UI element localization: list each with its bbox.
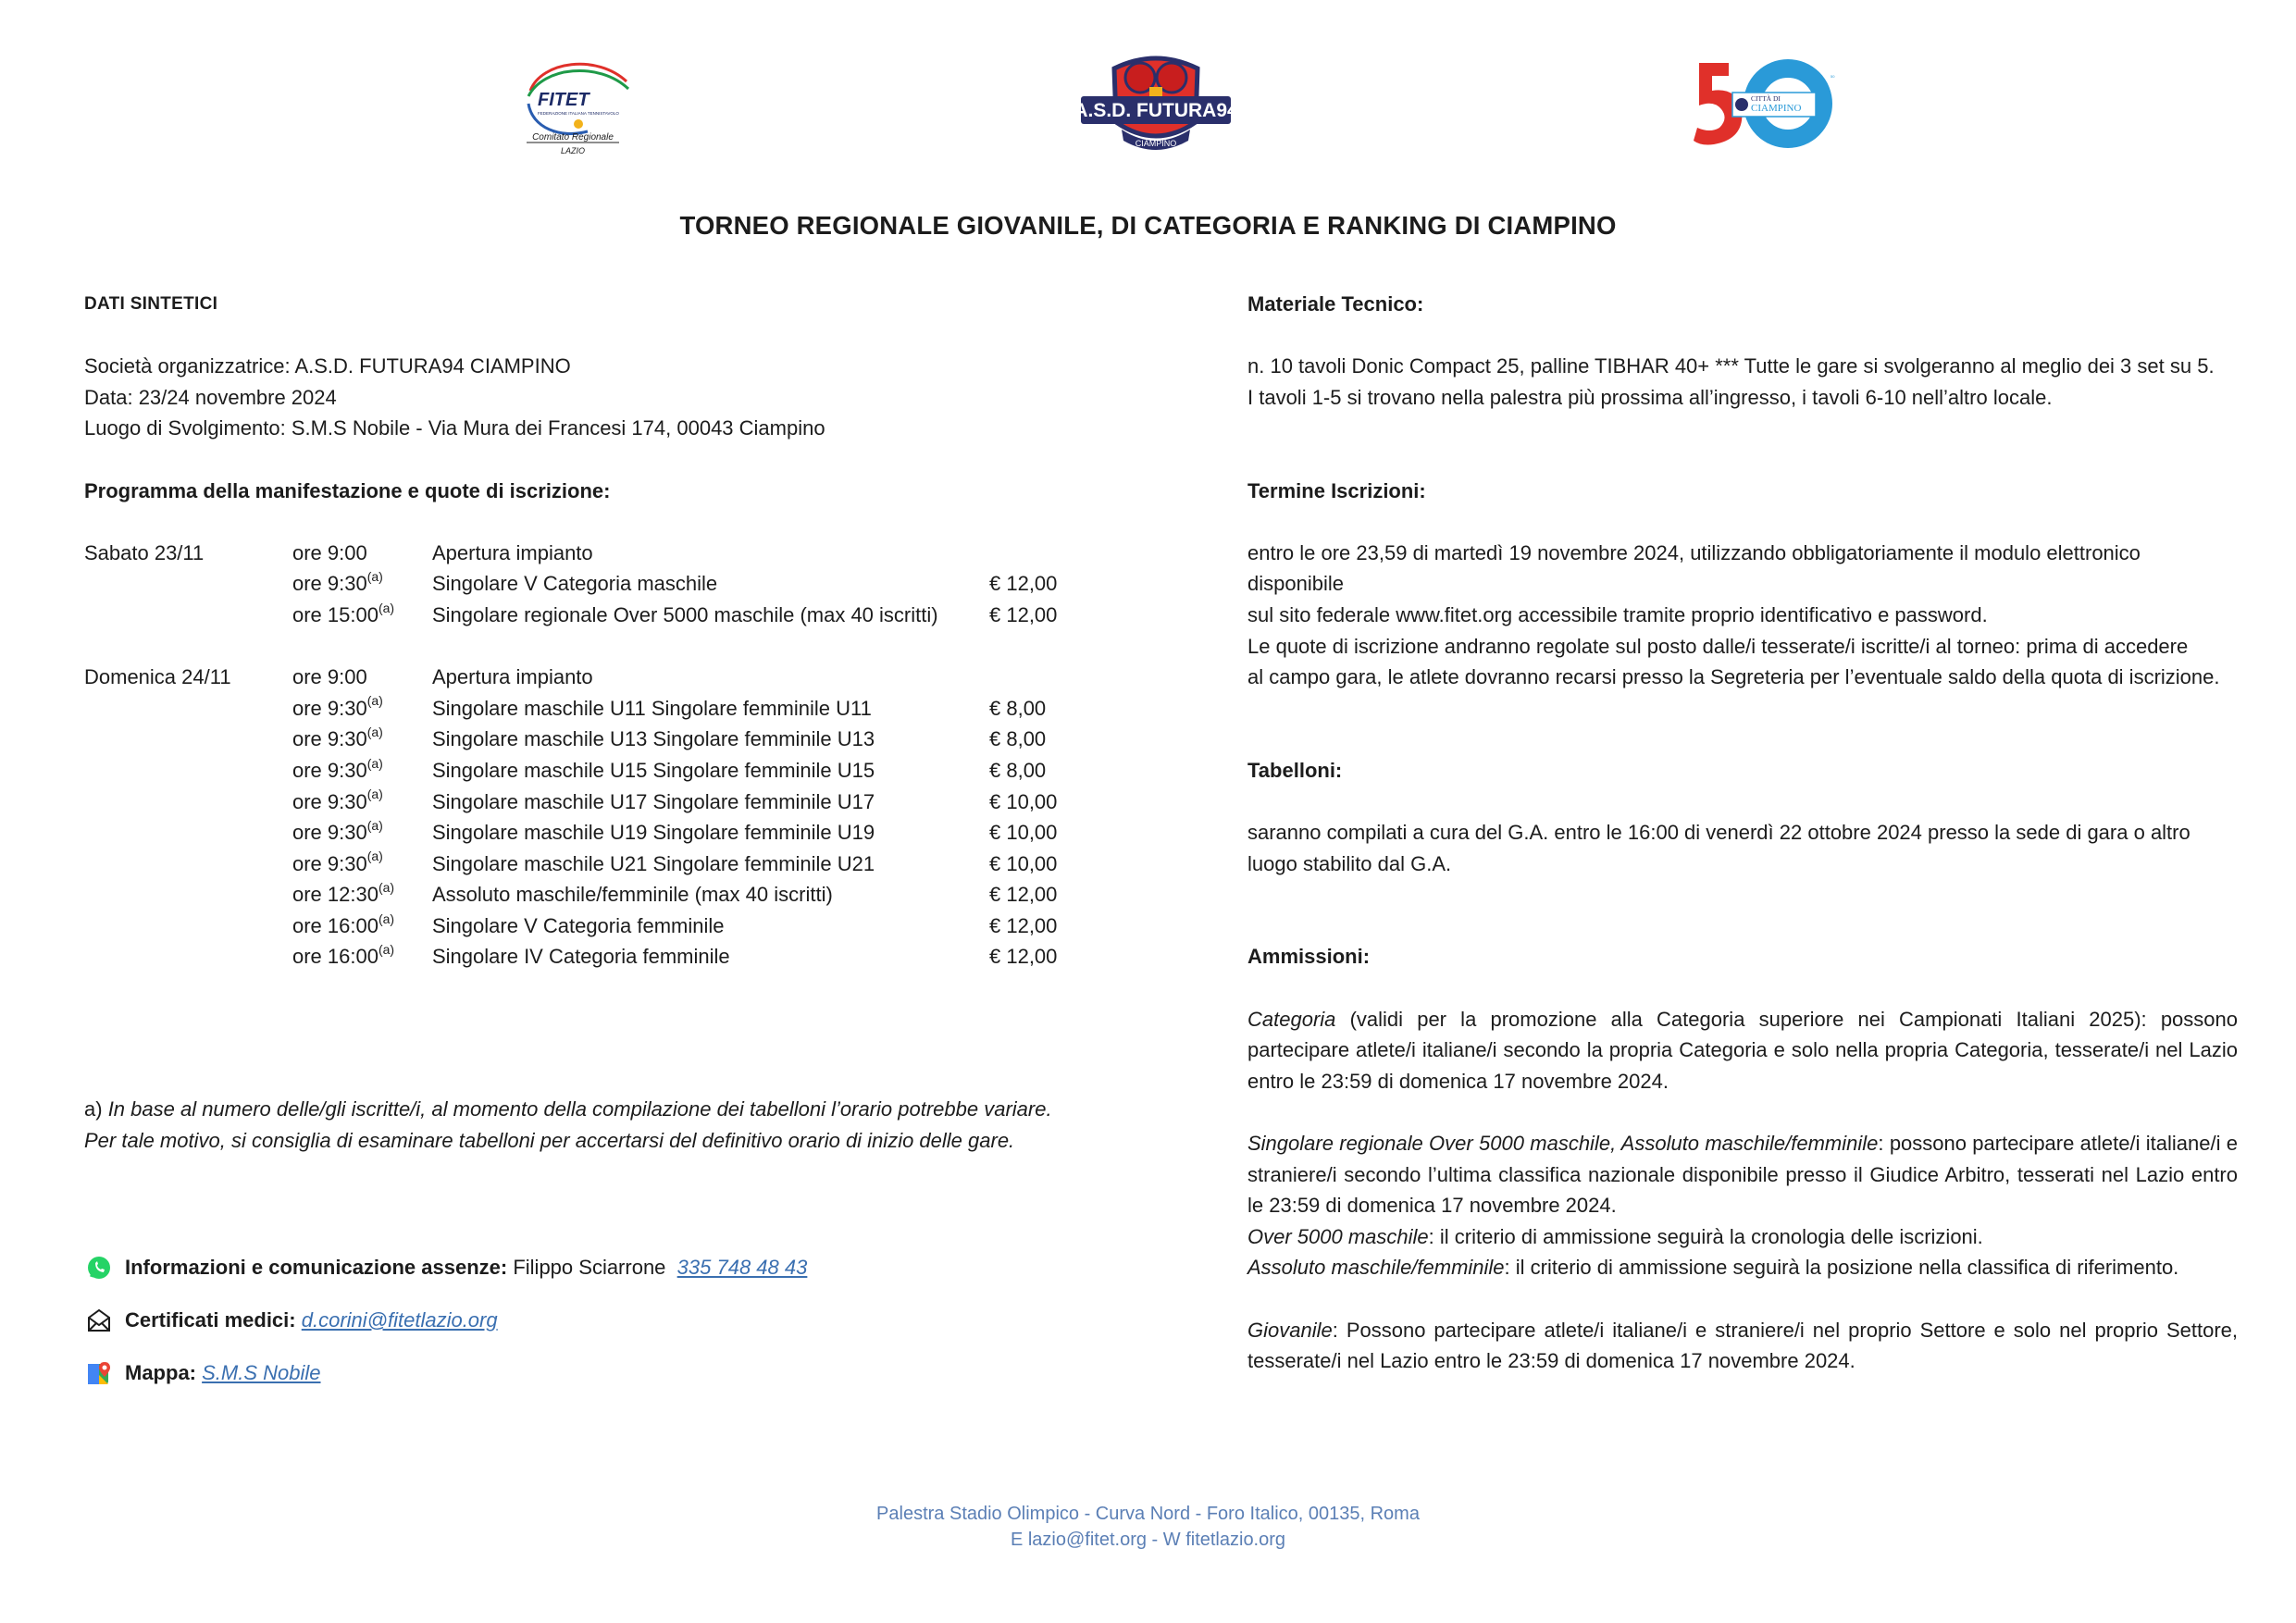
schedule-price: € 12,00 (989, 602, 1058, 626)
schedule-time-text: ore 16:00 (292, 945, 379, 969)
schedule-row (84, 817, 1195, 849)
sunday-schedule (84, 662, 1195, 973)
footer-address: Palestra Stadio Olimpico - Curva Nord - Foro Italico, 00135, Roma (876, 1504, 1420, 1524)
schedule-row (84, 724, 1195, 755)
schedule-event: Singolare maschile U11 Singolare femminile U11 (432, 696, 872, 720)
schedule-event: Singolare regionale Over 5000 maschile (max 40 iscritti) (432, 602, 938, 626)
schedule-row (84, 568, 1195, 600)
material-line-2: I tavoli 1-5 si trovano nella palestra più prossima all’ingresso, i tavoli 6-10 nell’altro locale. (1247, 385, 2053, 409)
schedule-event: Apertura impianto (432, 540, 593, 564)
boards-line-1: saranno compilati a cura del G.A. entro le 16:00 di venerdì 22 ottobre 2024 presso la sede di gara o altro (1247, 821, 2191, 845)
schedule-note-marker: (a) (378, 600, 395, 615)
fitet-committee: Comitato Regionale (532, 132, 614, 142)
schedule-price: € 10,00 (989, 851, 1058, 875)
schedule-time-text: ore 9:30 (292, 758, 367, 782)
map-pin-icon (86, 1360, 112, 1386)
left-column (84, 289, 1195, 973)
cert-email-link[interactable]: d.corini@fitetlazio.org (301, 1308, 498, 1332)
schedule-time (292, 538, 367, 569)
footer-contacts: E lazio@fitet.org - W fitetlazio.org (1010, 1530, 1286, 1550)
schedule-event: Singolare V Categoria femminile (432, 913, 725, 937)
schedule-row (84, 755, 1195, 787)
schedule-time (292, 911, 394, 942)
fitet-logo-text: FITET (538, 90, 590, 110)
schedule-event: Singolare IV Categoria femminile (432, 945, 730, 969)
anniversary-number: 50 (1831, 74, 1835, 79)
schedule-note-marker: (a) (378, 911, 395, 926)
futura94-logo (1077, 48, 1235, 161)
schedule-row (84, 538, 1195, 569)
envelope-icon (86, 1307, 112, 1333)
ciampino-label-top: CITTÀ DI (1751, 94, 1781, 103)
schedule-time (292, 787, 383, 818)
schedule-time (292, 755, 383, 787)
schedule-row (84, 600, 1195, 631)
deadline-line-4: al campo gara, le atlete dovranno recarsi presso la Segreteria per l’eventuale saldo della quota di iscrizione. (1247, 665, 2220, 689)
schedule-time-text: ore 16:00 (292, 913, 379, 937)
note-line-2: Per tale motivo, si consiglia di esaminare tabelloni per accertarsi del definitivo orario di inizio delle gare. (84, 1128, 1015, 1152)
cert-label: Certificati medici: (125, 1308, 296, 1332)
schedule-time (292, 693, 383, 725)
phone-link[interactable]: 335 748 48 43 (676, 1256, 808, 1279)
schedule-time-text: ore 9:30 (292, 821, 367, 845)
category-text: (validi per la promozione alla Categoria superiore nei Campionati Italiani 2025): possono partecipare atlete/i italiane/i secondo la propria Categoria e solo nella propria Categoria, tesserate/i nel Lazio entro le 23:59 di domenica 17 novembre 2024. (1247, 1007, 2238, 1093)
schedule-time-text: ore 9:30 (292, 727, 367, 751)
over5000-term: Over 5000 maschile (1247, 1224, 1429, 1248)
schedule-note-marker: (a) (366, 693, 383, 709)
schedule-price: € 8,00 (989, 758, 1047, 782)
schedule-note-marker: (a) (366, 787, 383, 802)
event-venue: Luogo di Svolgimento: S.M.S Nobile - Via Mura dei Francesi 174, 00043 Ciampino (84, 416, 825, 440)
schedule-day: Sabato 23/11 (84, 540, 205, 564)
deadline-line-1: entro le ore 23,59 di martedì 19 novembre 2024, utilizzando obbligatoriamente il modulo elettronico disponibile (1247, 540, 2141, 596)
schedule-event: Singolare maschile U17 Singolare femminile U17 (432, 789, 875, 813)
whatsapp-icon (86, 1255, 112, 1281)
schedule-time-text: ore 9:00 (292, 665, 367, 689)
schedule-note-marker: (a) (366, 817, 383, 833)
boards-line-2: luogo stabilito dal G.A. (1247, 851, 1452, 875)
contact-certificates (86, 1307, 498, 1333)
youth-term: Giovanile (1247, 1318, 1333, 1342)
schedule-row (84, 662, 1195, 693)
schedule-note-marker: (a) (366, 569, 383, 585)
note-text-1: In base al numero delle/gli iscritte/i, al momento della compilazione dei tabelloni l’orario potrebbe variare. (107, 1097, 1052, 1121)
over-term: Singolare regionale Over 5000 maschile, Assoluto maschile/femminile (1247, 1132, 1879, 1156)
schedule-row (84, 787, 1195, 818)
schedule-row (84, 849, 1195, 880)
schedule-event: Singolare maschile U19 Singolare femminile U19 (432, 821, 875, 845)
schedule-time (292, 849, 383, 880)
schedule-time-text: ore 15:00 (292, 602, 379, 626)
map-label: Mappa: (125, 1361, 196, 1384)
organizer: Società organizzatrice: A.S.D. FUTURA94 CIAMPINO (84, 354, 571, 378)
fitet-region: LAZIO (560, 146, 586, 155)
admission-assoluto (1247, 1252, 2238, 1283)
schedule-row (84, 693, 1195, 725)
schedule-price: € 12,00 (989, 913, 1058, 937)
schedule-note-marker: (a) (378, 942, 395, 958)
schedule-event: Singolare maschile U21 Singolare femminile U21 (432, 851, 875, 875)
deadline-line-2: sul sito federale www.fitet.org accessibile tramite proprio identificativo e password. (1247, 602, 1988, 626)
ciampino-label-city: CIAMPINO (1751, 103, 1802, 114)
schedule-event: Apertura impianto (432, 665, 593, 689)
futura94-name: A.S.D. FUTURA94 (1077, 100, 1235, 121)
schedule-note-marker: (a) (378, 879, 395, 895)
schedule-price: € 8,00 (989, 696, 1047, 720)
admission-youth (1247, 1315, 2238, 1377)
right-column (1247, 289, 2238, 1377)
schedule-row (84, 879, 1195, 911)
admission-over-assoluto (1247, 1128, 2238, 1221)
schedule-event: Singolare maschile U15 Singolare femminile U15 (432, 758, 875, 782)
schedule-time-text: ore 9:30 (292, 789, 367, 813)
boards-heading: Tabelloni: (1247, 758, 1343, 782)
schedule-note (84, 1094, 1195, 1156)
assoluto-text: : il criterio di ammissione seguirà la posizione nella classifica di riferimento. (1504, 1256, 2179, 1280)
assoluto-term: Assoluto maschile/femminile (1247, 1256, 1505, 1280)
contact-map (86, 1360, 321, 1386)
schedule-time (292, 817, 383, 849)
schedule-price: € 12,00 (989, 945, 1058, 969)
material-line-1: n. 10 tavoli Donic Compact 25, palline TIBHAR 40+ *** Tutte le gare si svolgeranno al meglio dei 3 set su 5. (1247, 354, 2215, 378)
schedule-price: € 10,00 (989, 821, 1058, 845)
deadline-heading: Termine Iscrizioni: (1247, 478, 1426, 502)
summary-heading: DATI SINTETICI (84, 294, 218, 314)
schedule-time-text: ore 9:00 (292, 540, 367, 564)
schedule-note-marker: (a) (366, 724, 383, 739)
contact-info (86, 1255, 807, 1281)
ciampino-50-logo (1692, 59, 1849, 150)
schedule-price: € 12,00 (989, 883, 1058, 907)
schedule-day: Domenica 24/11 (84, 665, 231, 689)
schedule-row (84, 911, 1195, 942)
schedule-price: € 8,00 (989, 727, 1047, 751)
page-title: TORNEO REGIONALE GIOVANILE, DI CATEGORIA E RANKING DI CIAMPINO (679, 211, 1617, 240)
schedule-row (84, 941, 1195, 973)
schedule-note-marker: (a) (366, 755, 383, 771)
schedule-time (292, 600, 394, 631)
note-line-1 (84, 1094, 1195, 1125)
note-prefix: a) (84, 1097, 108, 1121)
schedule-note-marker: (a) (366, 849, 383, 864)
info-label: Informazioni e comunicazione assenze: (125, 1256, 508, 1279)
admission-category (1247, 1004, 2238, 1097)
youth-text: : Possono partecipare atlete/i italiane/i e straniere/i nel proprio Settore e solo nel proprio Settore, tesserate/i nel Lazio entro le 23:59 di domenica 17 novembre 2024. (1247, 1318, 2238, 1373)
schedule-time (292, 724, 383, 755)
schedule-time (292, 568, 383, 600)
program-heading: Programma della manifestazione e quote di iscrizione: (84, 478, 611, 502)
futura94-city: CIAMPINO (1135, 139, 1177, 148)
map-link[interactable]: S.M.S Nobile (202, 1361, 321, 1384)
material-heading: Materiale Tecnico: (1247, 292, 1424, 316)
admission-over5000 (1247, 1221, 2238, 1253)
schedule-time (292, 662, 367, 693)
schedule-time-text: ore 12:30 (292, 883, 379, 907)
deadline-line-3: Le quote di iscrizione andranno regolate sul posto dalle/i tesserate/i iscritte/i al torneo: prima di accedere (1247, 634, 2189, 658)
schedule-time (292, 941, 394, 973)
schedule-price: € 12,00 (989, 572, 1058, 596)
schedule-time-text: ore 9:30 (292, 851, 367, 875)
event-date: Data: 23/24 novembre 2024 (84, 385, 337, 409)
fitet-logo (523, 54, 634, 163)
saturday-schedule (84, 538, 1195, 631)
schedule-time (292, 879, 394, 911)
over5000-text: : il criterio di ammissione seguirà la cronologia delle iscrizioni. (1428, 1224, 1983, 1248)
schedule-price: € 10,00 (989, 789, 1058, 813)
schedule-event: Assoluto maschile/femminile (max 40 iscritti) (432, 883, 833, 907)
schedule-time-text: ore 9:30 (292, 696, 367, 720)
schedule-event: Singolare maschile U13 Singolare femminile U13 (432, 727, 875, 751)
info-name: Filippo Sciarrone (513, 1256, 666, 1279)
fitet-logo-subtitle: FEDERAZIONE ITALIANA TENNISTAVOLO (538, 111, 619, 116)
schedule-time-text: ore 9:30 (292, 572, 367, 596)
category-term: Categoria (1247, 1007, 1336, 1031)
over-text: : possono partecipare atlete/i italiane/i e straniere/i secondo l’ultima classifica nazionale disponibile presso il Giudice Arbitro, tesserati nel Lazio entro le 23:59 di domenica 17 novembre 2024. (1247, 1132, 2239, 1218)
admissions-heading: Ammissioni: (1247, 945, 1371, 969)
schedule-event: Singolare V Categoria maschile (432, 572, 718, 596)
